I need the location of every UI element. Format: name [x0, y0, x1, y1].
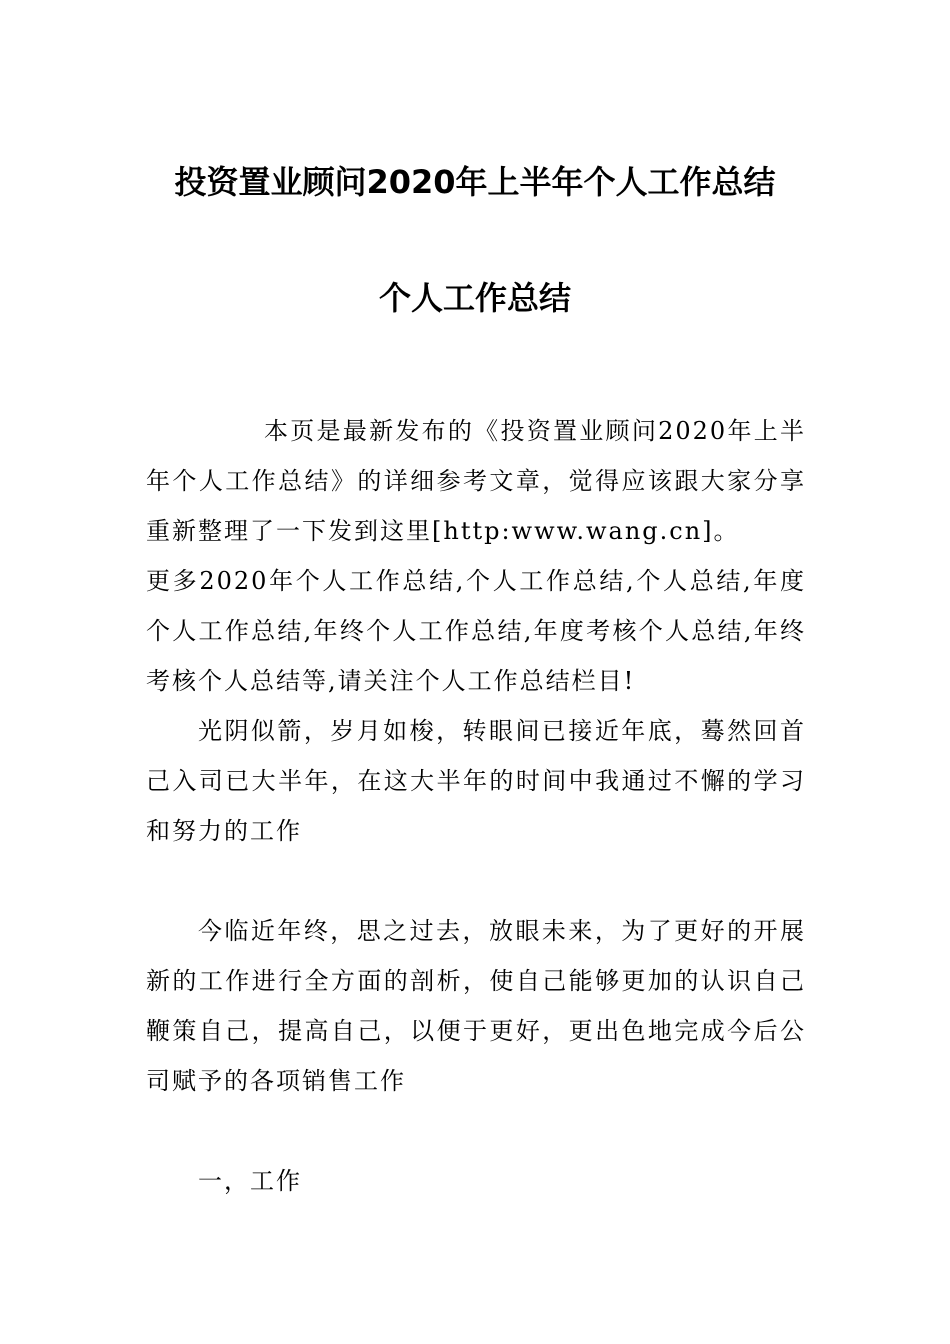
reflection-paragraph: 今临近年终，思之过去，放眼未来，为了更好的开展新的工作进行全方面的剖析，使自己能够更加的认识自己鞭策自己，提高自己，以便于更好，更出色地完成今后公司赋予的各项销售工作 — [146, 917, 806, 1095]
intro-paragraph: 本页是最新发布的《投资置业顾问2020年上半年个人工作总结》的详细参考文章，觉得应该跟大家分享重新整理了一下发到这里[http:www.wang.cn]。 — [146, 417, 806, 545]
document-title: 投资置业顾问2020年上半年个人工作总结 — [174, 163, 776, 201]
document-subtitle: 个人工作总结 — [378, 279, 571, 317]
section-heading: 一，工作 — [198, 1167, 302, 1195]
more-links-paragraph: 更多2020年个人工作总结,个人工作总结,个人总结,年度个人工作总结,年终个人工作总结,年度考核个人总结,年终考核个人总结等,请关注个人工作总结栏目! — [146, 567, 806, 695]
opening-paragraph: 光阴似箭，岁月如梭，转眼间已接近年底，蓦然回首己入司已大半年，在这大半年的时间中我通过不懈的学习和努力的工作 — [146, 717, 806, 845]
